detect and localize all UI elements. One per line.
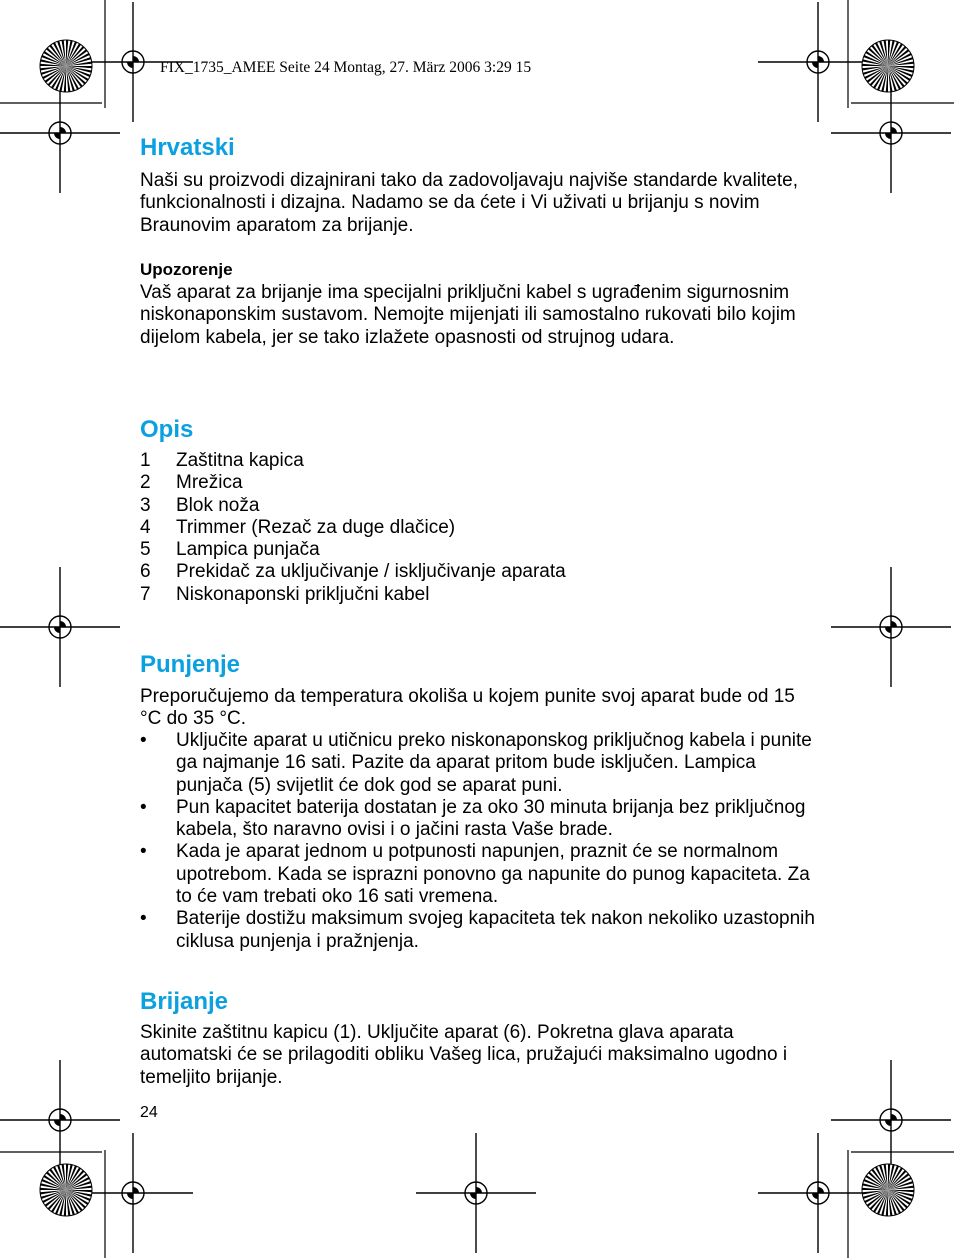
warning-paragraph: Vaš aparat za brijanje ima specijalni priključni kabel s ugrađenim sigurnosnim niskonaponskim sustavom. Nemojte mijenjati ili samostalno rukovati bilo kojim dijelom kabela, jer se tako izlažete opasnosti od strujnog udara.	[140, 282, 796, 348]
item-number: 7	[140, 583, 151, 605]
item-label: Zaštitna kapica	[176, 450, 304, 471]
list-item	[140, 841, 820, 908]
heading-opis: Opis	[140, 416, 194, 443]
item-label: Niskonaponski priključni kabel	[176, 583, 430, 605]
item-number: 5	[140, 539, 151, 561]
list-item	[140, 450, 566, 472]
charging-bullets	[140, 730, 820, 953]
list-item	[140, 561, 566, 583]
item-number: 1	[140, 450, 151, 471]
heading-hrvatski: Hrvatski	[140, 134, 235, 161]
heading-punjenje: Punjenje	[140, 651, 241, 678]
print-slug: FIX_1735_AMEE Seite 24 Montag, 27. März 2006 3:29 15	[160, 59, 532, 76]
item-label: Mrežica	[176, 472, 243, 494]
list-item	[140, 797, 820, 842]
bullet-text: Kada je aparat jednom u potpunosti napunjen, praznit će se normalnom upotrebom. Kada se isprazni ponovno ga napunite do punog kapaciteta. Za to će vam trebati oko 16 sati vremena.	[176, 841, 810, 908]
list-item	[140, 517, 566, 539]
list-item	[140, 495, 566, 517]
bullet-icon: •	[140, 796, 147, 818]
item-label: Trimmer (Rezač za duge dlačice)	[176, 516, 456, 538]
item-label: Blok noža	[176, 494, 260, 516]
shaving-paragraph: Skinite zaštitnu kapicu (1). Uključite aparat (6). Pokretna glava aparata automatski će se prilagoditi obliku Vašeg lica, pružajući maksimalno ugodno i temeljito brijanje.	[140, 1022, 788, 1088]
list-item	[140, 908, 820, 953]
item-number: 2	[140, 472, 151, 494]
warning-title: Upozorenje	[140, 260, 233, 279]
charging-paragraph: Preporučujemo da temperatura okoliša u kojem punite svoj aparat bude od 15 °C do 35 °C.	[140, 686, 795, 730]
item-label: Lampica punjača	[176, 539, 320, 561]
item-number: 6	[140, 561, 151, 583]
bullet-text: Uključite aparat u utičnicu preko niskonaponskog priključnog kabela i punite ga najmanje 16 sati. Pazite da aparat pritom bude isključen. Lampica punjača (5) svijetlit će dok god se aparat puni.	[176, 730, 812, 796]
intro-paragraph: Naši su proizvodi dizajnirani tako da zadovoljavaju najviše standarde kvalitete, funkcionalnosti i dizajna. Nadamo se da ćete i Vi uživati u brijanju s novim Braunovim aparatom za brijanje.	[140, 170, 798, 236]
heading-brijanje: Brijanje	[140, 988, 229, 1015]
bullet-icon: •	[140, 730, 147, 751]
bullet-text: Pun kapacitet baterija dostatan je za oko 30 minuta brijanja bez priključnog kabela, što naravno ovisi i o jačini rasta Vaše brade.	[176, 796, 806, 841]
bullet-icon: •	[140, 908, 147, 930]
list-item	[140, 730, 820, 797]
list-item	[140, 584, 566, 606]
item-label: Prekidač za uključivanje / isključivanje aparata	[176, 561, 566, 583]
parts-list	[140, 450, 566, 606]
bullet-icon: •	[140, 841, 147, 863]
list-item	[140, 539, 566, 561]
page-number: 24	[140, 1104, 158, 1121]
list-item	[140, 472, 566, 494]
item-number: 3	[140, 494, 151, 516]
bullet-text: Baterije dostižu maksimum svojeg kapaciteta tek nakon nekoliko uzastopnih ciklusa punjenja i pražnjenja.	[176, 908, 815, 952]
item-number: 4	[140, 516, 151, 538]
